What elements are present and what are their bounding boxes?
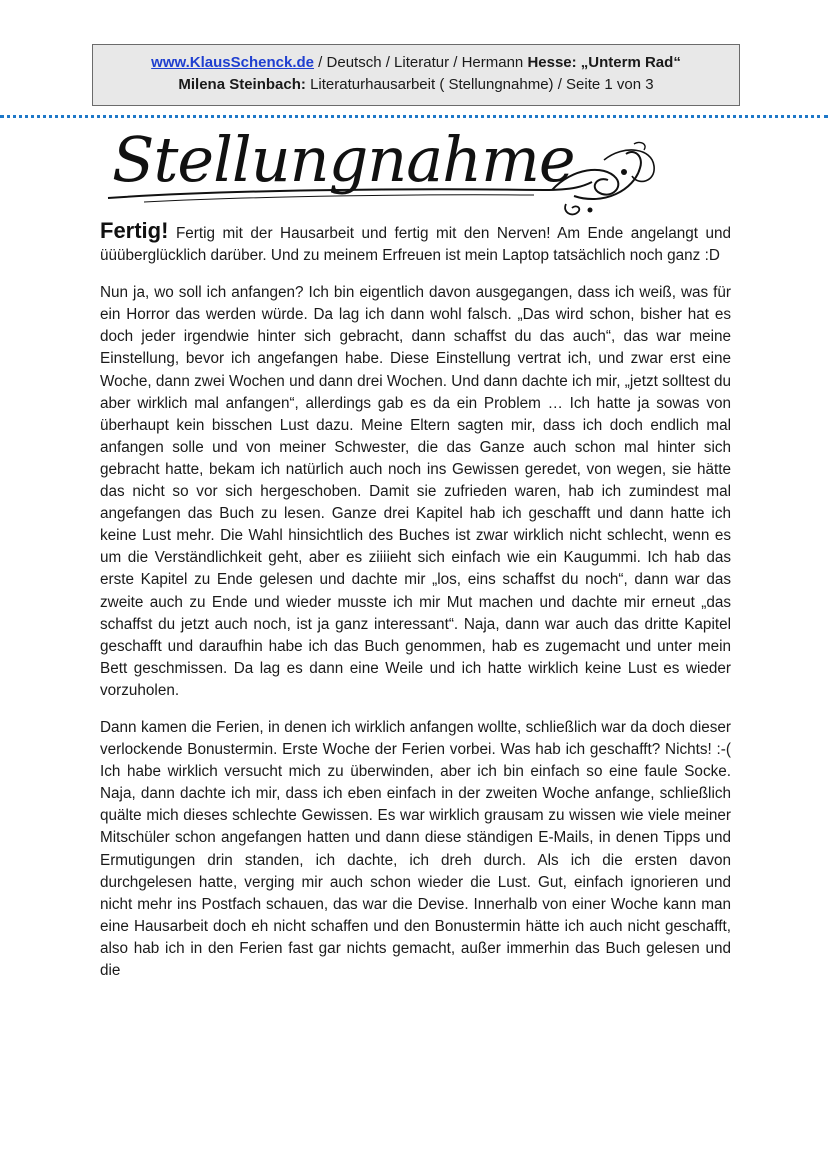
document-body [100,220,731,997]
header-breadcrumb: / Deutsch / Literatur / Hermann [314,54,528,71]
website-link[interactable]: www.KlausSchenck.de [151,54,315,71]
header-author: Milena Steinbach: [178,76,306,93]
header-doc-info: Literaturhausarbeit ( Stellungnahme) / Seite 1 von 3 [305,76,654,93]
header-work-title: Hesse: „Unterm Rad“ [527,54,681,71]
paragraph-1 [100,220,731,267]
lead-word: Fertig! [100,218,169,243]
paragraph-2: Nun ja, wo soll ich anfangen? Ich bin eigentlich davon ausgegangen, dass ich weiß, was für ein Horror das werden würde. Da lag ich dann wohl falsch. „Das wird schon, bisher hat es doch jeder irgendwie hinter sich gebracht, dann schaffst du das auch“, das war meine Einstellung, bevor ich angefangen habe. Diese Einstellung vertrat ich, und zwar erst eine Woche, dann zwei Wochen und dann drei Wochen. Und dann dachte ich mir, „jetzt solltest du aber wirklich mal anfangen“, allerdings gab es da ein Problem … Ich hatte ja sowas von überhaupt kein bisschen Lust dazu. Meine Eltern sagten mir, dass ich doch endlich mal anfangen solle und von meiner Schwester, die das Ganze auch schon mal hinter sich gebracht hatte, bekam ich natürlich auch noch ins Gewissen geredet, von wegen, sie hätte das nicht so vor sich hergeschoben. Damit sie zufrieden waren, hab ich zumindest mal angefangen das Buch zu lesen. Ganze drei Kapitel hab ich geschafft und dann hatte ich keine Lust mehr. Die Wahl hinsichtlich des Buches ist zwar wirklich nicht schlecht, wenn es um die Verständlichkeit geht, aber es ziiiieht sich einfach wie ein Kaugummi. Ich hab das erste Kapitel zu Ende gelesen und dachte mir „los, eins schaffst du noch“, dann war das zweite auch zu Ende und wieder musste ich mir Mut machen und dachte mir erneut „das schaffst du jetzt auch noch, ist ja ganz interessant“. Naja, dann war auch das dritte Kapitel geschafft und daraufhin habe ich das Buch genommen, hab es zugemacht und unter mein Bett geschmissen. Da lag es dann eine Weile und ich hatte wirklich keine Lust es wieder vorzuholen. [100,284,731,699]
header-line-1 [93,52,739,74]
title-banner [104,120,664,220]
paragraph-1-text: Fertig mit der Hausarbeit und fertig mit den Nerven! Am Ende angelangt und üüüberglücklich darüber. Und zu meinem Erfreuen ist mein Laptop tatsächlich noch ganz :D [100,225,731,265]
page-title: Stellungnahme [112,123,575,196]
header-line-2 [93,74,739,96]
paragraph-3: Dann kamen die Ferien, in denen ich wirklich anfangen wollte, schließlich war da doch dieser verlockende Bonustermin. Erste Woche der Ferien vorbei. Was hab ich geschafft? Nichts! :-( Ich habe wirklich versucht mich zu überwinden, aber ich bin einfach so eine faule Socke. Naja, dann dachte ich mir, dass ich eben einfach in der zweiten Woche anfange, schließlich quälte mich dieses schlechte Gewissen. Es war wirklich grausam zu wissen wie viele meiner Mitschüler schon angefangen hatten und dann diese ständigen E-Mails, in denen Tipps und Ermutigungen drin standen, ich dachte, ich dreh durch. Als ich die ersten davon durchgelesen hatte, verging mir auch schon wieder die Lust. Gut, einfach ignorieren und nicht mehr ins Postfach schauen, das war die Devise. Innerhalb von einer Woche kann man eine Hausarbeit doch eh nicht schaffen und den Bonustermin hätte ich auch nicht geschafft, also hab ich in den Ferien fast gar nichts gemacht, außer immerhin das Buch gelesen und die [100,718,731,979]
dotted-divider [0,115,828,118]
page-header [92,44,740,106]
